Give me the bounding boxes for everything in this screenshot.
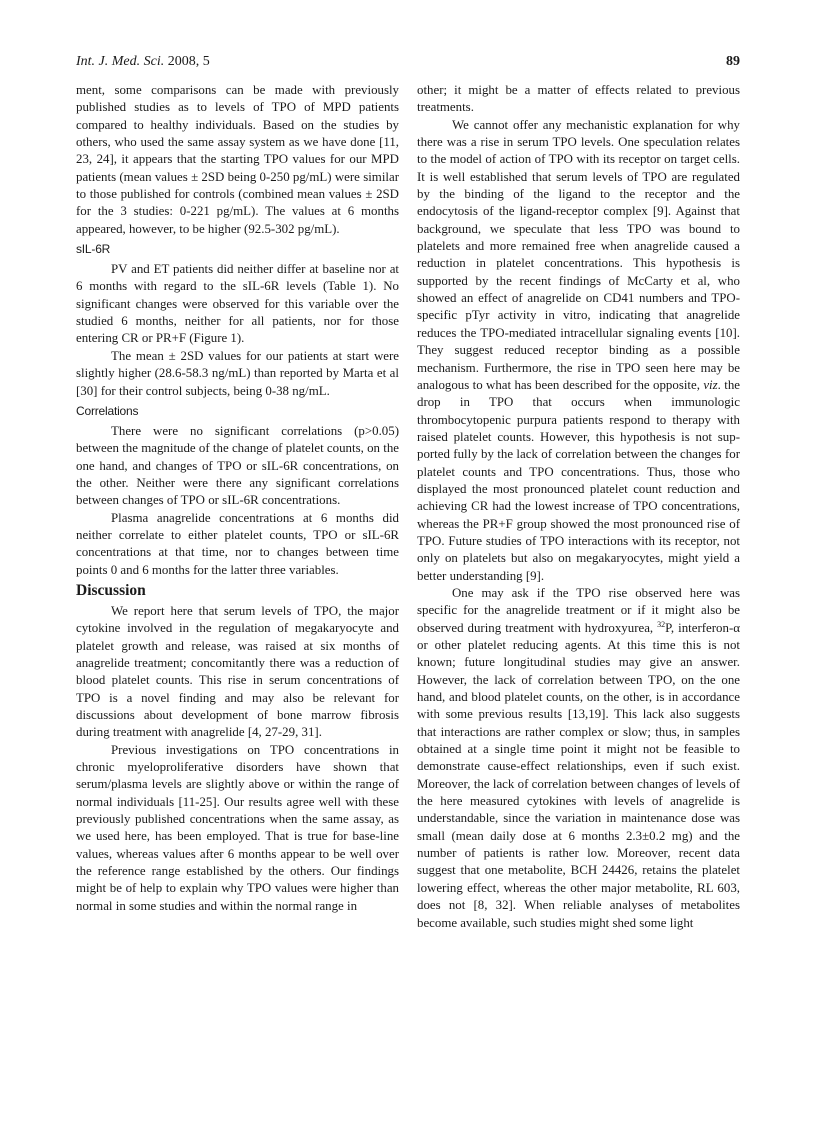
paragraph: Previous investigations on TPO concentrations in chronic myeloproliferative disorders have shown that serum/plasma levels are slightly above or within the range of normal individuals [11-25]. Our results agree well with these previously published concentrations when the same assay, as we used here, has been employed. That is true for base-line values, whereas values after 6 months appear to be well over the reference range established by the others. Our findings might be of help to explain why TPO values were higher than normal in some studies and within the normal range in xyxy=(76,742,399,913)
paragraph-text: We cannot offer any mechanistic explanation for why there was a rise in serum TPO levels. One speculation relates to the model of action of TPO with its receptor on target cells. It is well established that serum levels of TPO are regulated by the binding of the ligand to the receptor and the endocytosis of the ligand-receptor complex [9]. Against that background, we speculate that less TPO was bound to platelets and more remained free when anagrelide caused a reduction in platelet concentrations. This hypothesis is supported by the recent findings of McCarty et al, who showed an effect of anagrelide on CD41 numbers and TPO-specific pTyr activity in vitro, indicating that anagrelide reduces the TPO-mediated intracellular signaling events [10]. They suggest reduced receptor binding as a possible mechanism. Furthermore, the rise in TPO seen here may be analogous to what has been described for the opposite, xyxy=(417,117,740,392)
paragraph-text: One may ask if the TPO rise observed here was specific for the anagrelide treatment or if it might also be observed during treatment with hydroxyurea, xyxy=(417,585,740,635)
journal-name: Int. J. Med. Sci. xyxy=(76,54,165,69)
superscript: 32 xyxy=(657,619,666,629)
running-header-journal xyxy=(76,54,210,70)
subsection-heading-sil6r: sIL-6R xyxy=(76,242,111,257)
journal-year-volume: 2008, 5 xyxy=(164,54,210,69)
paragraph: There were no significant correlations (p>0.05) between the magnitude of the change of platelet counts, on the one hand, and changes of TPO or sIL-6R concentrations, on the other. Neither were there any significant correlations between changes of TPO or sIL-6R concentrations. xyxy=(76,423,399,508)
right-column xyxy=(417,82,740,932)
paragraph: The mean ± 2SD values for our patients at start were slightly higher (28.6-58.3 ng/mL) than reported by Marta et al [30] for their control subjects, being 0-38 ng/mL. xyxy=(76,348,399,398)
paragraph-text: . the drop in TPO that occurs when immunologic thrombocytopenic purpura patients respond to therapy with raised platelet counts. However, this hypothesis is not supported fully by the lack of correlation between the changes for platelet counts and TPO concentrations. Thus, those who displayed the most pronounced platelet count reduction and achieving CR had the lowest increase of TPO concentrations, whereas the PR+F group showed the most pronounced rise of TPO. Future studies of TPO interactions with its receptor, not only on platelets but also on megakaryocytes, might yield a better understanding [9]. xyxy=(417,377,740,583)
paragraph: Plasma anagrelide concentrations at 6 months did neither correlate to either platelet counts, TPO or sIL-6R concentrations at that time, nor to changes between time points 0 and 6 months for the latter three variables. xyxy=(76,510,399,577)
paragraph: We report here that serum levels of TPO, the major cytokine involved in the regulation of megakaryocyte and platelet growth and release, was raised at six months of anagrelide treatment; concomitantly there was a reduction of blood platelet counts. This rise in serum concentrations of TPO is a novel finding and may also be relevant for discussions about development of bone marrow fibrosis during treatment with anagrelide [4, 27-29, 31]. xyxy=(76,603,399,740)
left-column xyxy=(76,82,399,915)
italic-term: viz xyxy=(703,377,718,392)
paragraph: ment, some comparisons can be made with previously published studies as to levels of TPO of MPD patients compared to healthy individuals. Based on the studies by others, who used the same assay system as we have done [11, 23, 24], it appears that the starting TPO values for our MPD patients (mean values ± 2SD being 0-250 pg/mL) were similar to those published for controls (combined mean values ± 2SD for the 3 studies: 0-221 pg/mL). The values at 6 months appeared, however, to be higher (92.5-302 pg/mL). xyxy=(76,83,399,236)
page-number: 89 xyxy=(726,54,740,69)
paragraph: other; it might be a matter of effects related to previous treatments. xyxy=(417,83,740,115)
paragraph xyxy=(417,585,740,932)
paragraph-text: P, interferon-α or other platelet reducing agents. At this time this is not known; future longitudinal studies may give an answer. However, the lack of correlation between TPO, on the one hand, and blood platelet counts, on the other, is in accordance with some previous results [13,19]. This lack also suggests that interactions are rather complex or slow; thus, in samples obtained at a single time point it might not be feasible to demonstrate cause-effect relationships, even if such exist. Moreover, the lack of correlation between changes of levels of the here measured cytokines with levels of anagrelide is understandable, since the variation in maintenance dose was small (mean daily dose at 6 months 2.3±0.2 mg) and the number of patients is rather low. Moreover, recent data suggest that one metabolite, BCH 24426, retains the platelet lowering effect, whereas the other major metabolite, RL 603, does not [8, 32]. When reliable analyses of metabolites become available, such studies might shed some light xyxy=(417,620,740,930)
paragraph xyxy=(417,117,740,585)
paragraph: PV and ET patients did neither differ at baseline nor at 6 months with regard to the sIL-6R levels (Table 1). No significant changes were observed for this variable over the studied 6 months, neither for all patients, nor for those entering CR or PR+F (Figure 1). xyxy=(76,262,399,346)
section-heading-discussion: Discussion xyxy=(76,581,146,599)
subsection-heading-correlations: Correlations xyxy=(76,403,139,418)
